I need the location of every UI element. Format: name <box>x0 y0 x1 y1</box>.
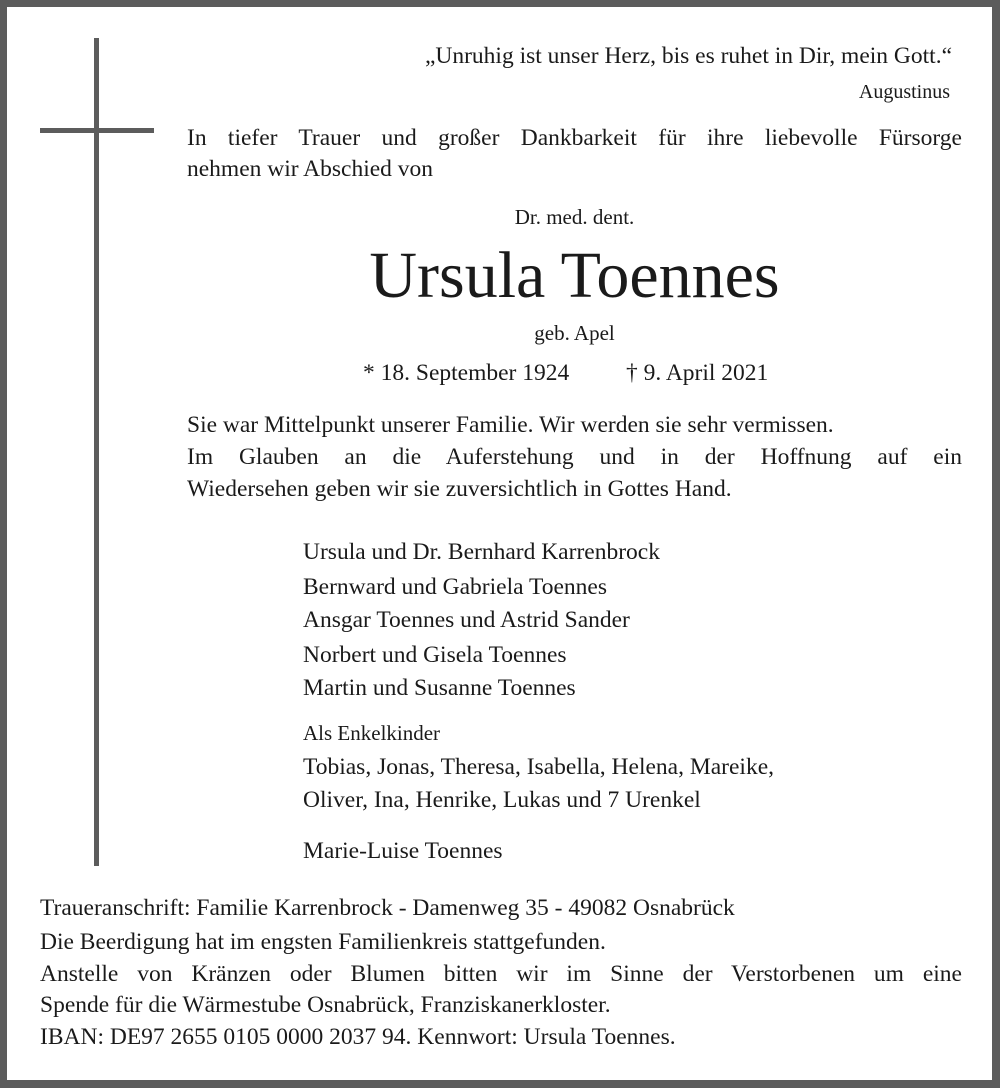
death-date: † 9. April 2021 <box>626 360 769 386</box>
intro-line: nehmen wir Abschied von <box>187 156 434 182</box>
mourning-address: Traueranschrift: Familie Karrenbrock - Damenweg 35 - 49082 Osnabrück <box>40 895 735 921</box>
motto-quote: „Unruhig ist unser Herz, bis es ruhet in Dir, mein Gott.“ <box>424 43 952 69</box>
cross-icon-bar <box>40 128 154 133</box>
intro-line: In tiefer Trauer und großer Dankbarkeit für ihre liebevolle Fürsorge <box>187 125 962 151</box>
mourner: Martin und Susanne Toennes <box>303 675 576 701</box>
message-line: Sie war Mittelpunkt unserer Familie. Wir werden sie sehr vermissen. <box>187 412 834 438</box>
motto-author: Augustinus <box>858 81 950 103</box>
mourner: Ursula und Dr. Bernhard Karrenbrock <box>303 539 660 565</box>
donation-info: Anstelle von Kränzen oder Blumen bitten wir im Sinne der Verstorbenen um eine <box>40 961 962 987</box>
cross-icon <box>94 38 99 866</box>
message-line: Wiedersehen geben wir sie zuversichtlich in Gottes Hand. <box>187 476 732 502</box>
deceased-title: Dr. med. dent. <box>514 205 635 229</box>
deceased-name: Ursula Toennes <box>369 239 780 312</box>
iban-info: IBAN: DE97 2655 0105 0000 2037 94. Kennwort: Ursula Toennes. <box>40 1024 676 1050</box>
funeral-info: Die Beerdigung hat im engsten Familienkreis stattgefunden. <box>40 929 606 955</box>
mourner: Norbert und Gisela Toennes <box>303 642 567 668</box>
birth-date: * 18. September 1924 <box>363 360 570 386</box>
mourner: Bernward und Gabriela Toennes <box>303 574 607 600</box>
grandchildren-line: Oliver, Ina, Henrike, Lukas und 7 Urenkel <box>303 787 701 813</box>
other-mourner: Marie-Luise Toennes <box>303 838 503 864</box>
message-line: Im Glauben an die Auferstehung und in der Hoffnung auf ein <box>187 444 962 470</box>
maiden-name: geb. Apel <box>534 321 615 345</box>
grandchildren-label: Als Enkelkinder <box>303 721 441 745</box>
grandchildren-line: Tobias, Jonas, Theresa, Isabella, Helena, Mareike, <box>303 754 775 780</box>
donation-info: Spende für die Wärmestube Osnabrück, Franziskanerkloster. <box>40 992 611 1018</box>
mourner: Ansgar Toennes und Astrid Sander <box>303 607 630 633</box>
